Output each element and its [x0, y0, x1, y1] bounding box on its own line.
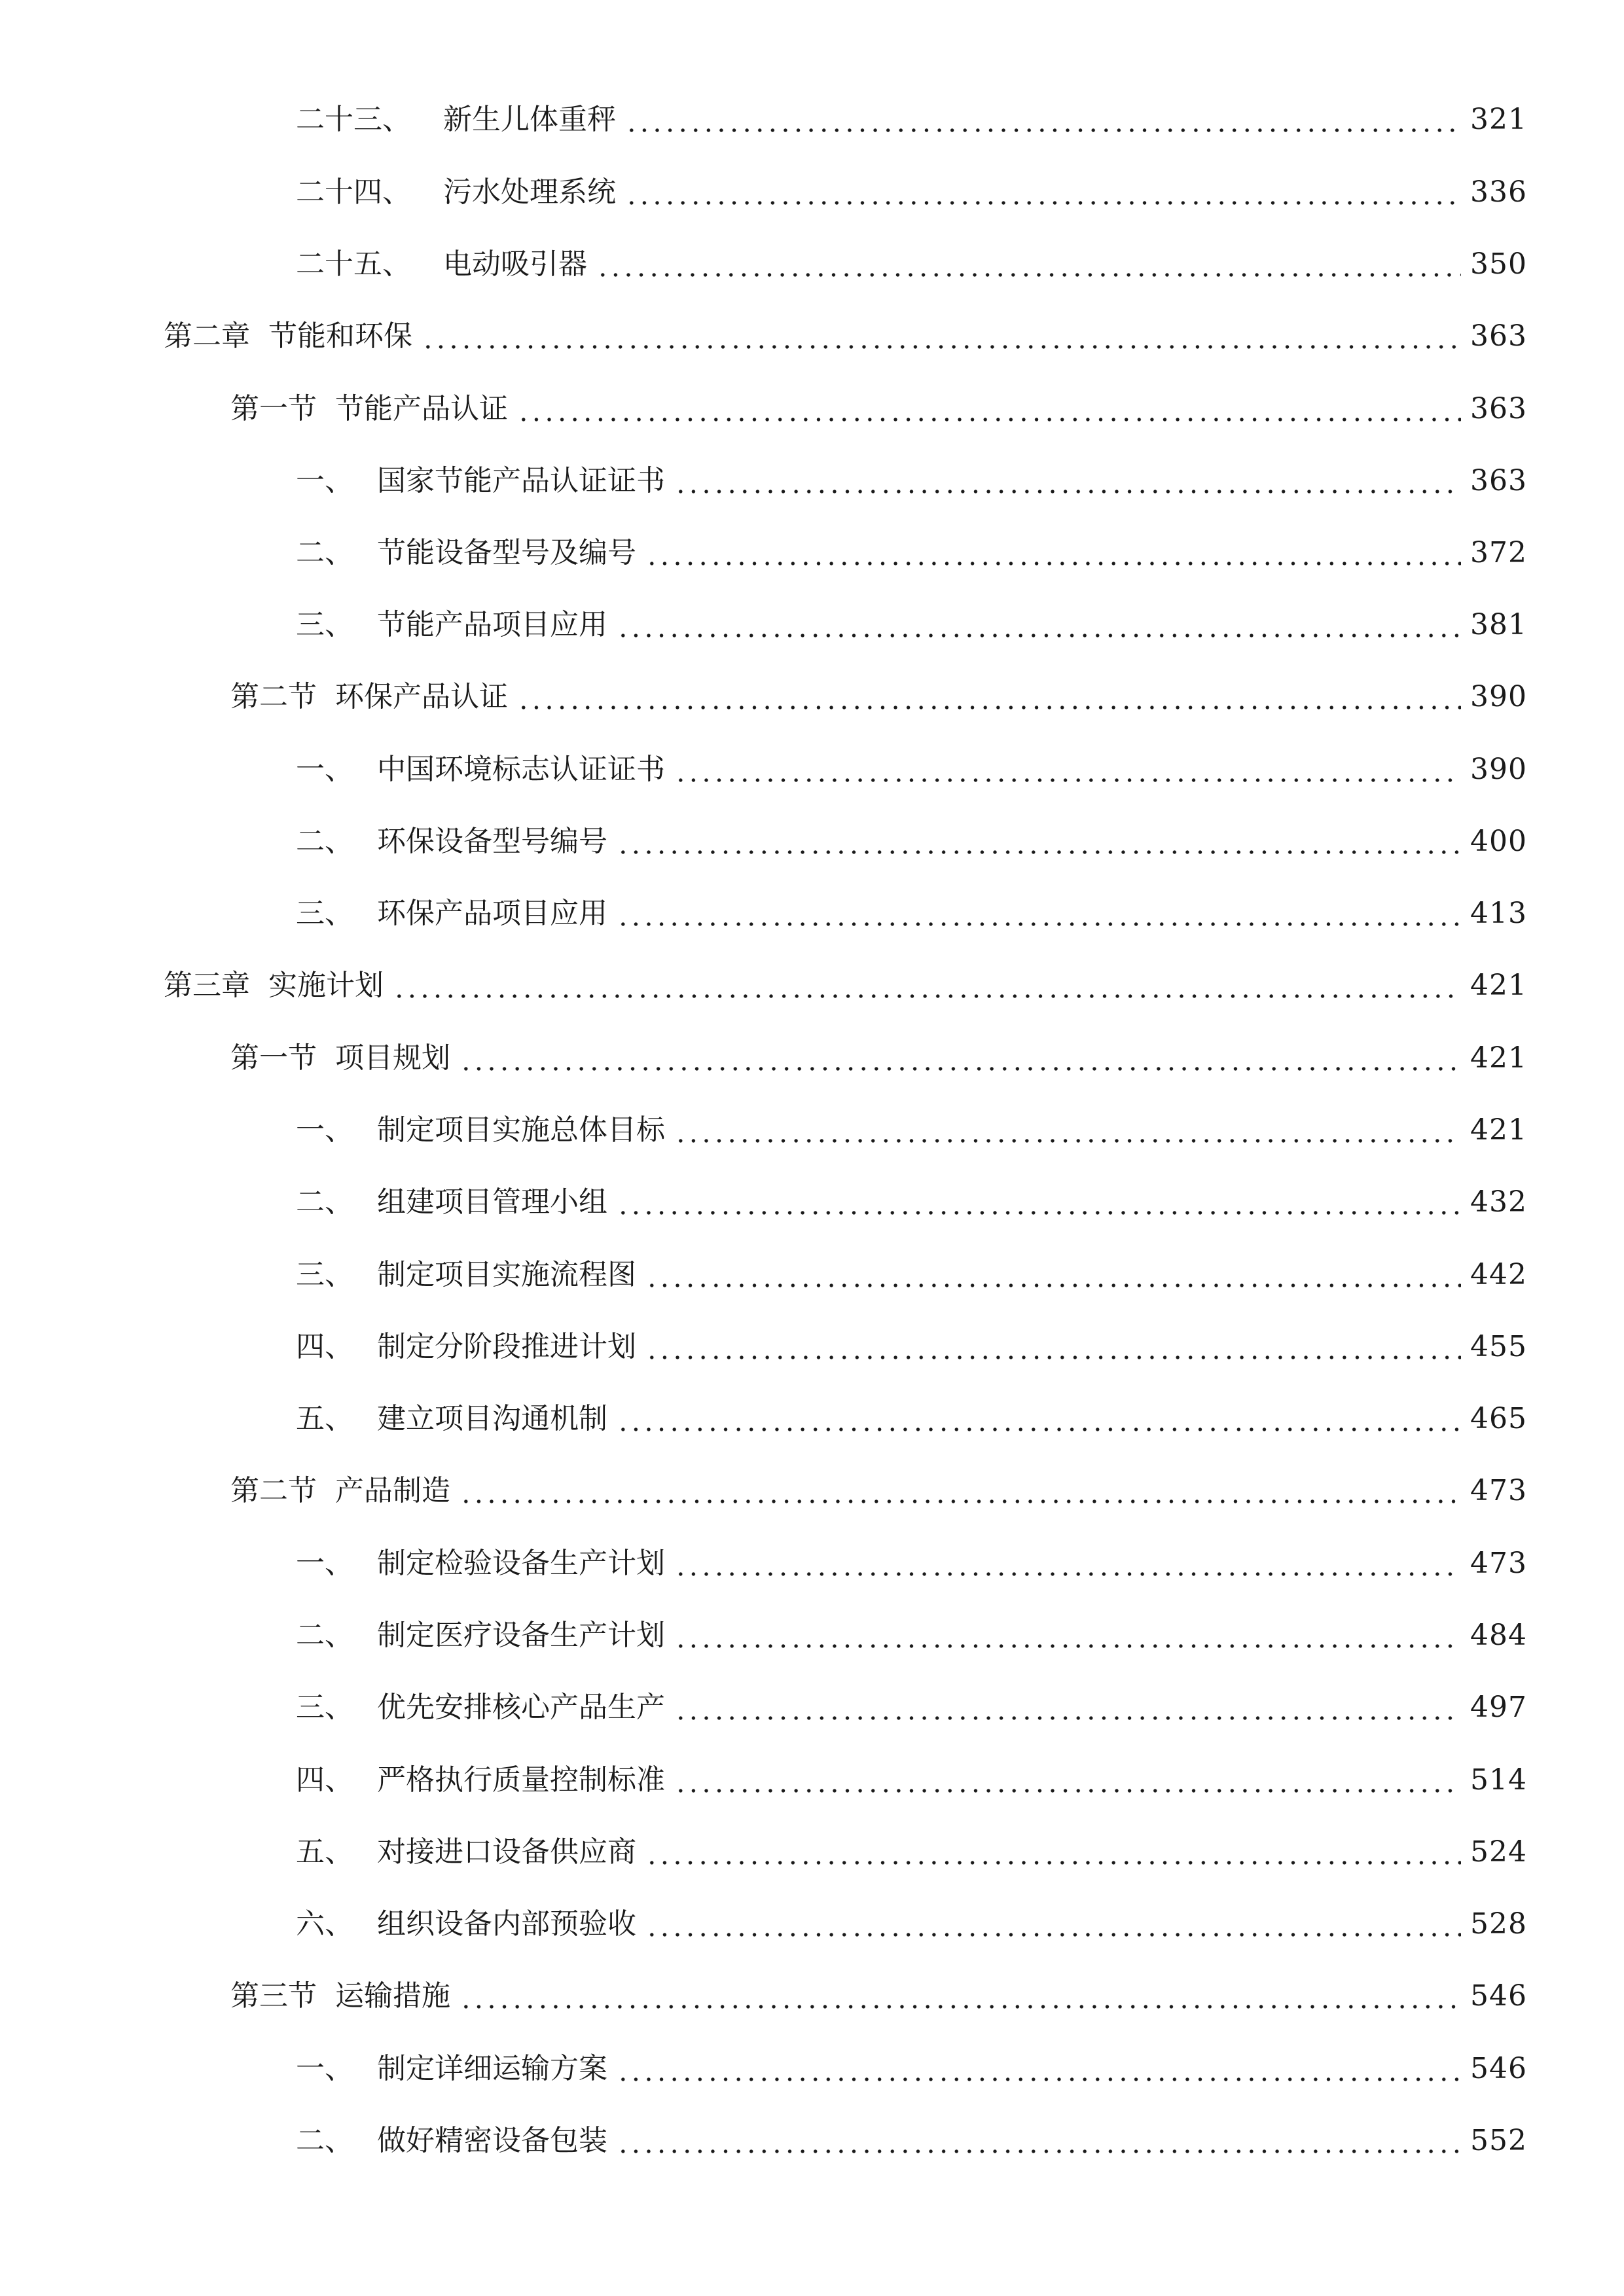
- toc-dot-leader: [674, 1138, 1461, 1143]
- toc-entry-chapter[interactable]: [164, 963, 1527, 1009]
- toc-entry-section[interactable]: [230, 674, 1527, 720]
- toc-entry-title: 优先安排核心产品生产: [377, 1691, 665, 1724]
- toc-entry-page: 321: [1470, 103, 1527, 136]
- toc-dot-leader: [393, 994, 1461, 999]
- toc-entry-page: 465: [1470, 1402, 1527, 1435]
- toc-entry-number: 六、: [296, 1907, 353, 1941]
- toc-entry-number: 一、: [296, 464, 353, 497]
- toc-dot-leader: [645, 1355, 1461, 1360]
- toc-entry-number: 二、: [296, 536, 353, 569]
- toc-entry-number: 三、: [296, 1691, 353, 1724]
- toc-entry-number: 四、: [296, 1763, 353, 1797]
- toc-entry-number: 第二节: [230, 680, 317, 713]
- toc-dot-leader: [645, 1932, 1461, 1937]
- toc-entry-number: 二十四、: [296, 175, 411, 209]
- toc-entry-number: 二、: [296, 825, 353, 858]
- toc-entry[interactable]: [296, 242, 1527, 287]
- toc-entry[interactable]: [296, 1901, 1527, 1947]
- toc-entry-number: 二十五、: [296, 247, 411, 281]
- toc-entry-title: 做好精密设备包装: [377, 2124, 607, 2157]
- toc-dot-leader: [674, 1571, 1461, 1577]
- toc-entry-section[interactable]: [230, 1973, 1527, 2019]
- toc-entry-number: 五、: [296, 1402, 353, 1435]
- toc-entry[interactable]: [296, 1757, 1527, 1803]
- toc-entry-number: 三、: [296, 897, 353, 930]
- toc-entry-page: 390: [1470, 753, 1527, 786]
- toc-entry-page: 514: [1470, 1763, 1527, 1797]
- toc-dot-leader: [460, 1499, 1461, 1504]
- toc-dot-leader: [596, 272, 1461, 278]
- toc-entry-page: 497: [1470, 1691, 1527, 1724]
- toc-dot-leader: [674, 489, 1461, 494]
- toc-dot-leader: [517, 705, 1461, 710]
- toc-entry-section[interactable]: [230, 1468, 1527, 1514]
- toc-entry-title: 节能产品项目应用: [377, 608, 607, 641]
- toc-entry-title: 产品制造: [335, 1474, 450, 1507]
- toc-dot-leader: [625, 128, 1461, 133]
- toc-entry-title: 对接进口设备供应商: [377, 1835, 636, 1869]
- toc-entry-page: 473: [1470, 1474, 1527, 1507]
- toc-entry-title: 节能和环保: [268, 319, 412, 353]
- toc-entry-number: 四、: [296, 1330, 353, 1363]
- toc-entry-chapter[interactable]: [164, 314, 1527, 359]
- toc-entry-page: 473: [1470, 1547, 1527, 1580]
- toc-entry-page: 413: [1470, 897, 1527, 930]
- toc-entry-page: 546: [1470, 2052, 1527, 2085]
- toc-entry-number: 第一节: [230, 1041, 317, 1075]
- toc-entry-page: 455: [1470, 1330, 1527, 1363]
- toc-entry-number: 一、: [296, 1547, 353, 1580]
- toc-entry-page: 381: [1470, 608, 1527, 641]
- toc-entry[interactable]: [296, 2118, 1527, 2164]
- toc-entry-page: 421: [1470, 1113, 1527, 1147]
- toc-entry-number: 二十三、: [296, 103, 411, 136]
- toc-dot-leader: [625, 200, 1461, 206]
- toc-entry[interactable]: [296, 97, 1527, 143]
- toc-entry-page: 363: [1470, 319, 1527, 353]
- toc-entry-number: 第三章: [164, 969, 250, 1002]
- toc-entry-title: 污水处理系统: [443, 175, 616, 209]
- toc-entry[interactable]: [296, 602, 1527, 648]
- toc-dot-leader: [617, 922, 1461, 927]
- toc-entry-page: 546: [1470, 1979, 1527, 2013]
- toc-entry[interactable]: [296, 1396, 1527, 1442]
- toc-entry-number: 一、: [296, 1113, 353, 1147]
- toc-entry[interactable]: [296, 1179, 1527, 1225]
- toc-entry-title: 制定医疗设备生产计划: [377, 1619, 665, 1652]
- toc-entry-page: 390: [1470, 680, 1527, 713]
- toc-dot-leader: [460, 2004, 1461, 2009]
- toc-entry-page: 432: [1470, 1185, 1527, 1219]
- toc-dot-leader: [617, 1210, 1461, 1215]
- toc-entry-section[interactable]: [230, 1035, 1527, 1081]
- toc-entry-page: 336: [1470, 175, 1527, 209]
- toc-entry-title: 节能产品认证: [335, 392, 508, 425]
- toc-entry-title: 电动吸引器: [443, 247, 587, 281]
- toc-entry-title: 建立项目沟通机制: [377, 1402, 607, 1435]
- toc-entry-title: 制定分阶段推进计划: [377, 1330, 636, 1363]
- toc-entry-title: 新生儿体重秤: [443, 103, 616, 136]
- toc-entry[interactable]: [296, 530, 1527, 576]
- toc-entry-title: 制定项目实施总体目标: [377, 1113, 665, 1147]
- toc-dot-leader: [674, 1715, 1461, 1721]
- toc-entry[interactable]: [296, 1829, 1527, 1875]
- toc-entry-title: 制定详细运输方案: [377, 2052, 607, 2085]
- toc-dot-leader: [617, 850, 1461, 855]
- toc-entry[interactable]: [296, 1107, 1527, 1153]
- toc-entry[interactable]: [296, 1324, 1527, 1370]
- toc-entry-page: 484: [1470, 1619, 1527, 1652]
- toc-entry-title: 环保产品项目应用: [377, 897, 607, 930]
- toc-entry-title: 组织设备内部预验收: [377, 1907, 636, 1941]
- toc-entry-number: 一、: [296, 2052, 353, 2085]
- toc-entry-title: 环保设备型号编号: [377, 825, 607, 858]
- toc-entry-page: 421: [1470, 969, 1527, 1002]
- toc-entry-title: 制定检验设备生产计划: [377, 1547, 665, 1580]
- toc-entry-page: 421: [1470, 1041, 1527, 1075]
- toc-entry-title: 组建项目管理小组: [377, 1185, 607, 1219]
- toc-entry-title: 节能设备型号及编号: [377, 536, 636, 569]
- toc-dot-leader: [617, 2149, 1461, 2154]
- toc-entry-page: 372: [1470, 536, 1527, 569]
- toc-entry-number: 第三节: [230, 1979, 317, 2013]
- toc-dot-leader: [517, 417, 1461, 422]
- toc-entry-number: 三、: [296, 608, 353, 641]
- toc-dot-leader: [422, 344, 1461, 350]
- toc-entry-page: 528: [1470, 1907, 1527, 1941]
- toc-entry-page: 442: [1470, 1258, 1527, 1291]
- toc-entry[interactable]: [296, 891, 1527, 937]
- toc-entry[interactable]: [296, 1541, 1527, 1587]
- toc-entry[interactable]: [296, 1613, 1527, 1659]
- toc-dot-leader: [645, 1860, 1461, 1865]
- toc-entry-page: 363: [1470, 464, 1527, 497]
- toc-entry-title: 环保产品认证: [335, 680, 508, 713]
- toc-entry-number: 第二章: [164, 319, 250, 353]
- toc-entry-title: 国家节能产品认证证书: [377, 464, 665, 497]
- toc-dot-leader: [645, 1283, 1461, 1288]
- toc-dot-leader: [617, 633, 1461, 638]
- toc-entry-title: 运输措施: [335, 1979, 450, 2013]
- toc-entry-page: 552: [1470, 2124, 1527, 2157]
- toc-entry-title: 中国环境标志认证证书: [377, 753, 665, 786]
- toc-entry-page: 400: [1470, 825, 1527, 858]
- toc-entry-number: 一、: [296, 753, 353, 786]
- toc-entry[interactable]: [296, 2046, 1527, 2092]
- toc-entry-number: 三、: [296, 1258, 353, 1291]
- toc-dot-leader: [617, 1427, 1461, 1432]
- toc-entry[interactable]: [296, 1252, 1527, 1298]
- toc-dot-leader: [674, 778, 1461, 783]
- toc-entry[interactable]: [296, 1685, 1527, 1731]
- toc-dot-leader: [674, 1788, 1461, 1793]
- toc-entry-page: 350: [1470, 247, 1527, 281]
- toc-entry-title: 制定项目实施流程图: [377, 1258, 636, 1291]
- toc-dot-leader: [460, 1066, 1461, 1071]
- toc-entry-number: 第二节: [230, 1474, 317, 1507]
- toc-dot-leader: [617, 2077, 1461, 2082]
- toc-entry-title: 项目规划: [335, 1041, 450, 1075]
- toc-entry-number: 第一节: [230, 392, 317, 425]
- toc-entry-page: 363: [1470, 392, 1527, 425]
- toc-entry-number: 二、: [296, 1619, 353, 1652]
- toc-entry[interactable]: [296, 170, 1527, 215]
- toc-entry-number: 二、: [296, 1185, 353, 1219]
- toc-entry[interactable]: [296, 747, 1527, 793]
- toc-entry[interactable]: [296, 458, 1527, 504]
- toc-dot-leader: [674, 1643, 1461, 1649]
- toc-entry[interactable]: [296, 819, 1527, 865]
- toc-entry-section[interactable]: [230, 386, 1527, 432]
- toc-entry-number: 五、: [296, 1835, 353, 1869]
- toc-entry-title: 实施计划: [268, 969, 384, 1002]
- toc-entry-page: 524: [1470, 1835, 1527, 1869]
- toc-entry-title: 严格执行质量控制标准: [377, 1763, 665, 1797]
- toc-dot-leader: [645, 561, 1461, 566]
- toc-entry-number: 二、: [296, 2124, 353, 2157]
